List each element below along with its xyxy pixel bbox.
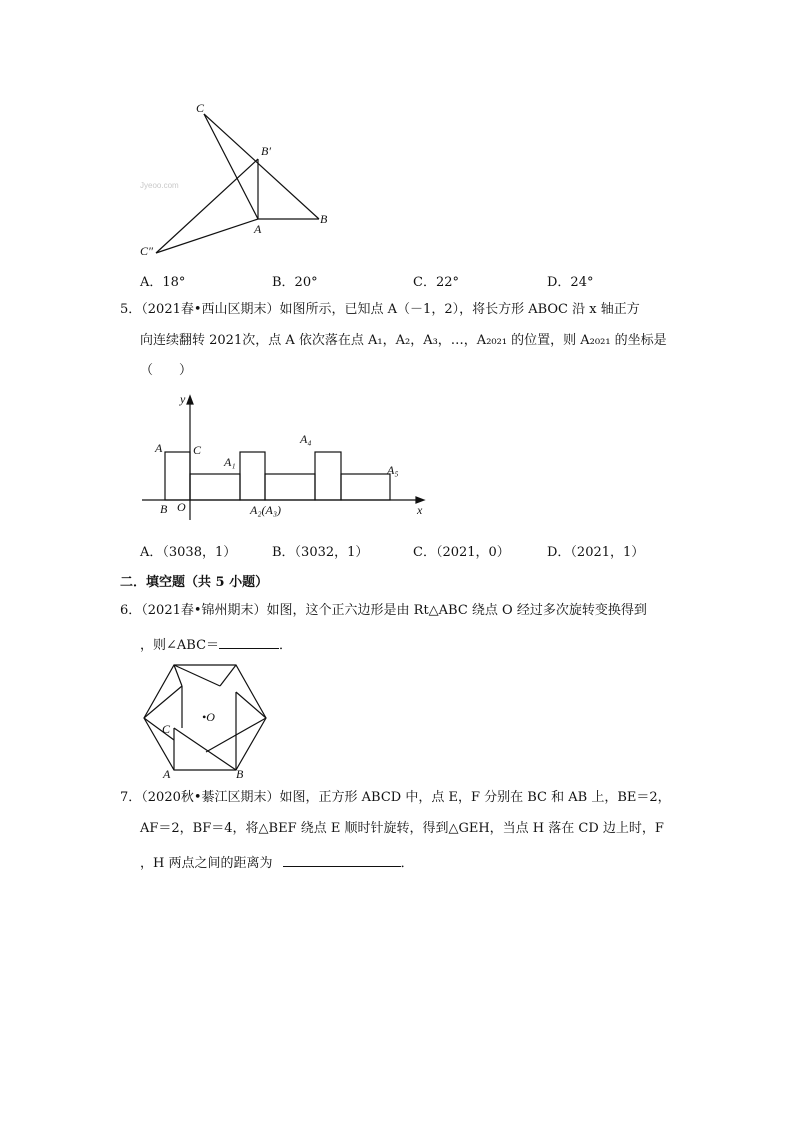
q7-line-1: 7．（2020秋•綦江区期末）如图，正方形 ABCD 中，点 E，F 分别在 BC 和 AB 上，BE＝2， [120,790,671,805]
triangle-leg-7 [236,692,266,718]
q4-option-c: C．22° [413,275,459,290]
label-y: y [180,392,186,406]
label-x: x [417,503,423,517]
label-C: C [193,443,202,457]
q7-line-2: AF＝2，BF＝4，将△BEF 绕点 E 顺时针旋转，得到△GEH，当点 H 落在 CD 边上时，F [140,821,664,836]
label-A2-A3: A₂(A₃) [250,503,281,517]
watermark: Jyeoo.com [140,181,179,190]
label-B: B [320,212,328,226]
q5-line-3: （ ） [140,363,193,378]
q7-line-3 [140,852,414,874]
q5-line-1: 5．（2021春•西山区期末）如图所示，已知点 A（－1，2），将长方形 ABOC 沿 x 轴正方 [120,302,640,317]
q5-option-d: D．（2021，1） [547,545,645,560]
label-B: B [236,767,244,781]
q7-line-3-prefix: ，H 两点之间的距离为 [140,856,273,871]
triangle-leg-3 [144,686,182,718]
label-O: O [177,500,186,514]
label-C-double-prime: C″ [140,244,154,258]
label-A5: A₅ [387,463,399,477]
q5-option-c: C．（2021，0） [413,545,510,560]
label-A4: A₄ [300,432,312,446]
label-A: A [163,767,171,781]
label-O: •O [202,710,215,724]
q7-line-3-suffix: ． [400,856,414,871]
q5-option-a: A．（3038，1） [140,545,237,560]
label-C: C [196,101,205,115]
label-A1: A₁ [224,455,236,469]
q6-line-1: 6．（2021春•锦州期末）如图，这个正六边形是由 Rt△ABC 绕点 O 经过多次旋转变换得到 [120,603,647,618]
q7-answer-blank[interactable] [283,852,401,867]
q4-option-a: A．18° [140,275,186,290]
label-B-prime: B′ [261,144,271,158]
q5-option-b: B．（3032，1） [272,545,369,560]
q4-option-d: D．24° [547,275,594,290]
label-A: A [155,441,163,455]
q6-line-2-suffix: ． [279,638,293,653]
q6-line-2-prefix: ，则∠ABC＝ [140,638,220,653]
triangle-leg-2 [174,728,236,770]
label-B: B [160,502,168,516]
label-A: A [254,222,262,236]
q5-line-2: 向连续翻转 2021次，点 A 依次落在点 A₁，A₂，A₃，…，A₂₀₂₁ 的位置，则 A₂₀₂₁ 的坐标是 [140,333,667,348]
triangle-leg-6 [220,665,236,686]
q4-option-b: B．20° [272,275,318,290]
label-C: C [162,722,171,736]
section-title: 二．填空题（共 5 小题） [120,575,269,590]
